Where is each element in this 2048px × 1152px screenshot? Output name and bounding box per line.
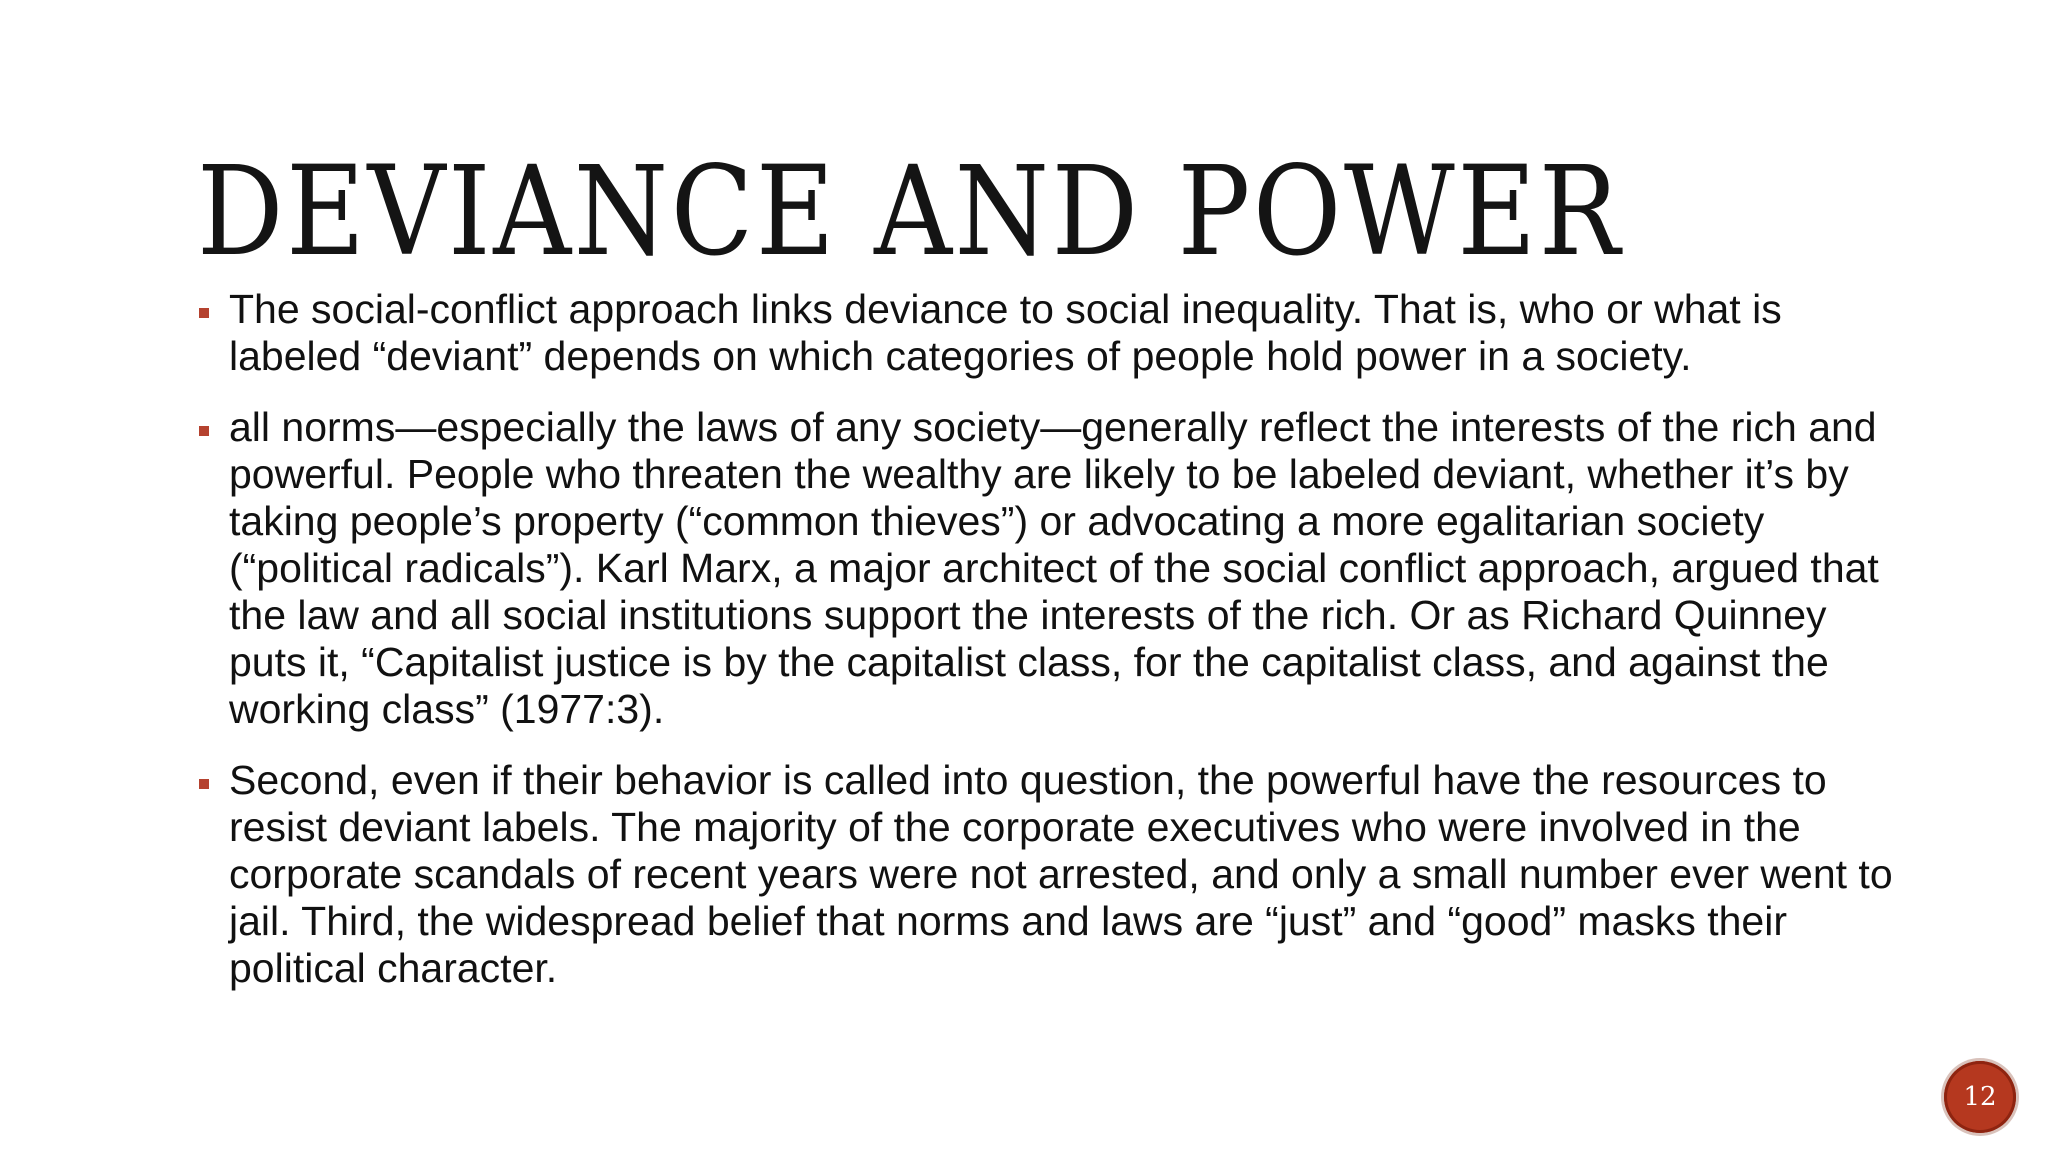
bullet-marker-icon bbox=[199, 308, 209, 318]
page-number: 12 bbox=[1963, 1082, 1997, 1112]
slide-title: DEVIANCE AND POWER bbox=[197, 140, 1623, 284]
bullet-item bbox=[197, 404, 1897, 733]
bullet-item bbox=[197, 757, 1897, 992]
bullet-marker-icon bbox=[199, 426, 209, 436]
bullet-text: Second, even if their behavior is called into question, the powerful have the resources to resist deviant labels. The majority of the corporate executives who were involved in the corporate scandals of recent years were not arrested, and only a small number ever went to jail. Third, the widespread belief that norms and laws are “just” and “good” masks their political character. bbox=[229, 757, 1893, 991]
bullet-marker-icon bbox=[199, 779, 209, 789]
page-number-badge bbox=[1944, 1061, 2016, 1133]
bullet-list bbox=[197, 286, 1897, 1016]
bullet-text: all norms—especially the laws of any society—generally reflect the interests of the rich and powerful. People who threaten the wealthy are likely to be labeled deviant, whether it’s by taking people’s property (“common thieves”) or advocating a more egalitarian society (“political radicals”). Karl Marx, a major architect of the social conflict approach, argued that the law and all social institutions support the interests of the rich. Or as Richard Quinney puts it, “Capitalist justice is by the capitalist class, for the capitalist class, and against the working class” (1977:3). bbox=[229, 404, 1879, 732]
bullet-text: The social-conflict approach links deviance to social inequality. That is, who or what is labeled “deviant” depends on which categories of people hold power in a society. bbox=[229, 286, 1782, 379]
bullet-item bbox=[197, 286, 1897, 380]
